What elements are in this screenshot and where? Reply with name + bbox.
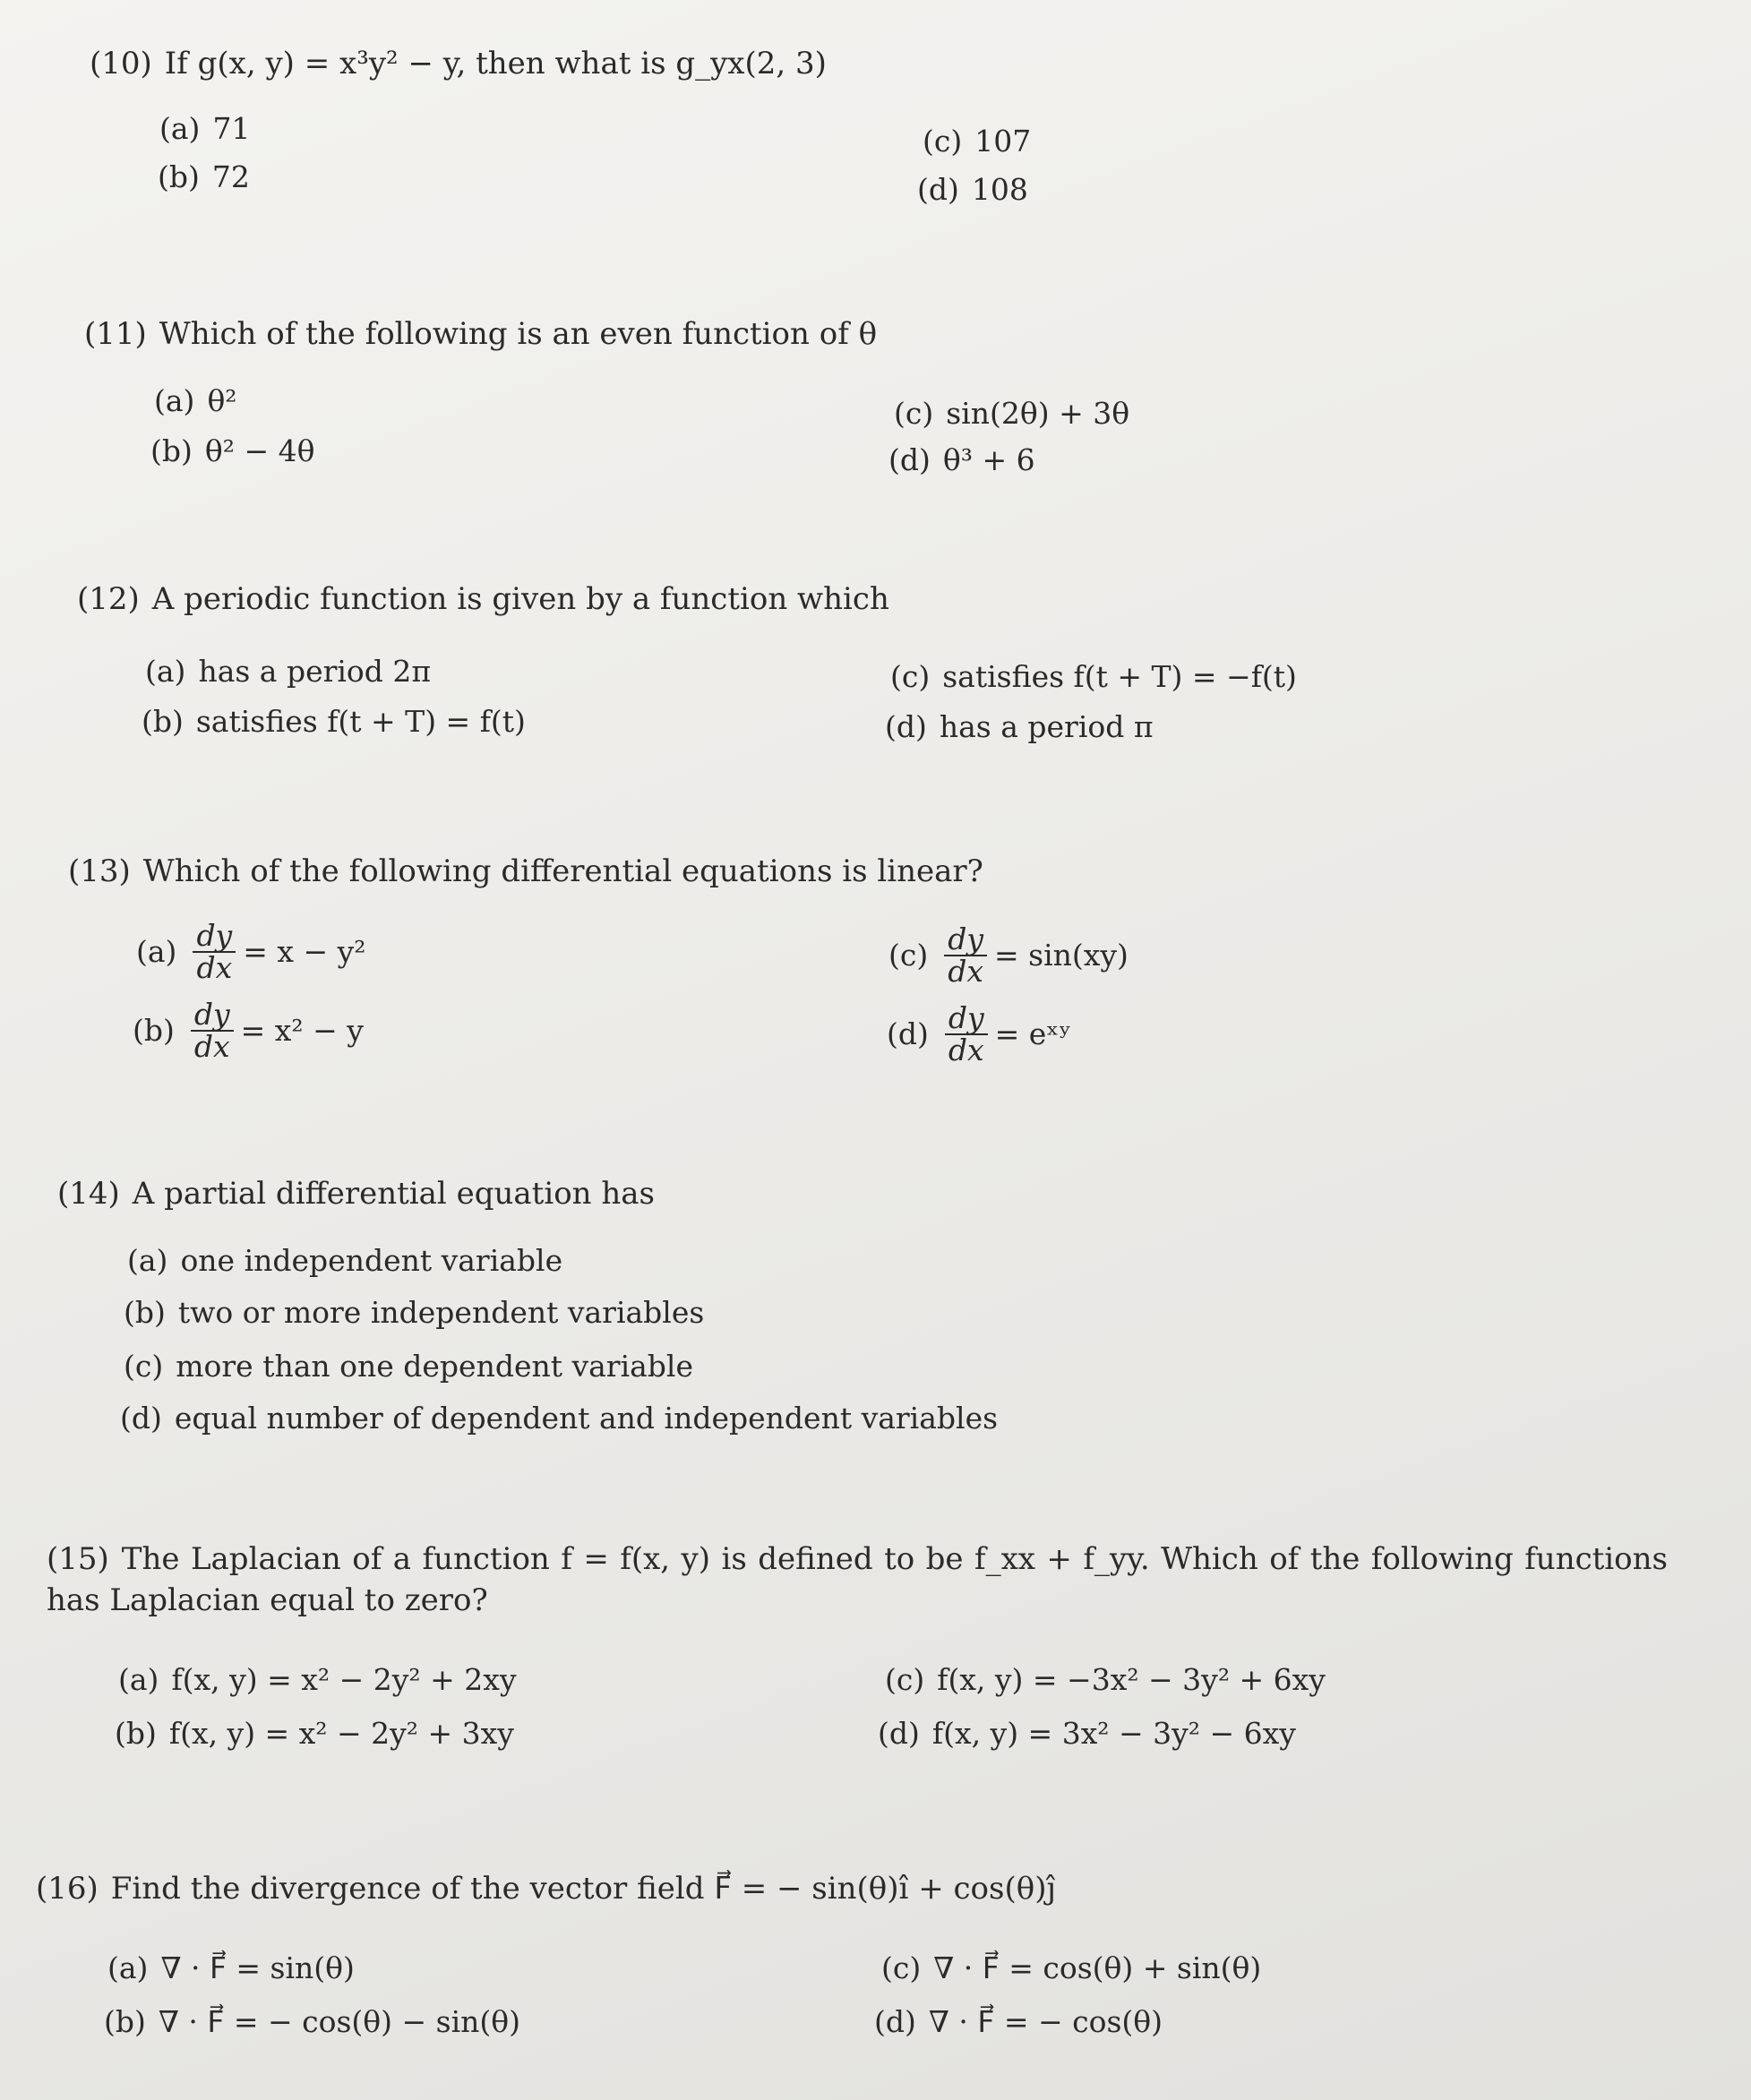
option-text: more than one dependent variable: [176, 1349, 694, 1384]
option-label: (b): [150, 433, 193, 468]
derivative-fraction: [191, 999, 234, 1062]
option-text: f(x, y) = −3x² − 3y² + 6xy: [937, 1662, 1326, 1697]
derivative-fraction: [945, 1000, 988, 1067]
question-text: [36, 1868, 1056, 1909]
option-d[interactable]: [887, 1000, 1072, 1067]
option-text: θ³ + 6: [942, 442, 1035, 477]
option-text: ∇ · F⃗ = − cos(θ) − sin(θ): [158, 2004, 521, 2039]
option-b[interactable]: [150, 432, 314, 471]
option-text: f(x, y) = x² − 2y² + 3xy: [168, 1716, 514, 1751]
option-text: 108: [971, 172, 1028, 207]
question-text: [57, 1173, 655, 1214]
option-b[interactable]: [124, 1293, 704, 1333]
option-d[interactable]: [120, 1399, 998, 1438]
option-label: (b): [142, 704, 184, 739]
question-15: [47, 1539, 1668, 1621]
option-text: 72: [211, 159, 250, 194]
option-text: θ²: [207, 383, 237, 418]
equation-rhs: = x − y²: [243, 934, 366, 969]
option-a[interactable]: [159, 109, 250, 149]
option-label: (d): [917, 172, 959, 207]
option-c[interactable]: [890, 657, 1297, 697]
option-text: f(x, y) = 3x² − 3y² − 6xy: [931, 1716, 1296, 1751]
option-label: (a): [118, 1662, 159, 1697]
question-11: [84, 313, 877, 355]
question-prompt: A periodic function is given by a function which: [151, 581, 889, 617]
option-text: satisfies f(t + T) = f(t): [195, 704, 526, 739]
option-text: satisfies f(t + T) = −f(t): [942, 659, 1297, 694]
option-label: (c): [888, 938, 929, 973]
option-a[interactable]: [118, 1660, 516, 1700]
question-prompt: If g(x, y) = x³y² − y, then what is g_yx(2, 3): [164, 46, 827, 81]
option-c[interactable]: [888, 921, 1129, 989]
option-b[interactable]: [158, 158, 250, 197]
fraction-numerator: dy: [945, 1003, 988, 1035]
option-text: 71: [212, 111, 251, 146]
option-label: (b): [133, 1013, 175, 1048]
question-text: [77, 579, 889, 620]
question-prompt: Which of the following differential equations is linear?: [142, 853, 983, 889]
option-text: θ² − 4θ: [204, 433, 315, 468]
option-label: (c): [885, 1662, 925, 1697]
fraction-numerator: dy: [191, 999, 234, 1032]
option-label: (a): [159, 111, 201, 146]
fraction-numerator: dy: [193, 921, 236, 953]
option-label: (a): [145, 654, 186, 689]
option-b[interactable]: [142, 702, 526, 741]
option-label: (c): [881, 1950, 922, 1985]
option-text: equal number of dependent and independent variables: [174, 1401, 999, 1436]
option-c[interactable]: [124, 1347, 693, 1386]
option-label: (a): [136, 934, 177, 969]
question-text: [90, 43, 827, 84]
option-b[interactable]: [104, 2002, 520, 2042]
derivative-fraction: [193, 918, 236, 985]
option-label: (d): [878, 1716, 920, 1751]
question-number: (15): [47, 1541, 109, 1577]
option-c[interactable]: [894, 394, 1129, 433]
option-a[interactable]: [127, 1241, 562, 1281]
option-label: (c): [923, 124, 963, 159]
fraction-denominator: dx: [948, 954, 983, 989]
option-b[interactable]: [115, 1714, 514, 1753]
option-label: (c): [124, 1349, 164, 1384]
question-number: (10): [90, 46, 152, 81]
option-a[interactable]: [136, 918, 366, 985]
question-text: [68, 851, 983, 892]
option-label: (b): [104, 2004, 146, 2039]
option-label: (d): [120, 1401, 162, 1436]
question-text: [84, 313, 877, 355]
option-label: (b): [158, 159, 200, 194]
option-d[interactable]: [878, 1714, 1296, 1753]
option-d[interactable]: [888, 441, 1035, 480]
question-16: [36, 1868, 1056, 1909]
equation-rhs: = eˣʸ: [994, 1016, 1072, 1051]
option-label: (a): [154, 383, 195, 418]
question-13: [68, 851, 983, 892]
question-prompt: The Laplacian of a function f = f(x, y) is defined to be f_xx + f_yy. Which of the following functions has Laplacian equal to zero?: [47, 1541, 1668, 1618]
question-prompt: Find the divergence of the vector field F⃗ = − sin(θ)î + cos(θ)ĵ: [110, 1871, 1057, 1907]
option-label: (a): [127, 1243, 168, 1278]
option-label: (a): [107, 1950, 149, 1985]
question-14: [57, 1173, 655, 1214]
option-a[interactable]: [154, 381, 237, 421]
question-number: (14): [57, 1176, 120, 1212]
option-d[interactable]: [874, 2002, 1163, 2042]
question-number: (12): [77, 581, 140, 617]
fraction-numerator: dy: [944, 924, 987, 956]
option-label: (d): [874, 2004, 916, 2039]
option-c[interactable]: [923, 122, 1031, 161]
option-text: ∇ · F⃗ = − cos(θ): [928, 2004, 1163, 2039]
question-prompt: Which of the following is an even function of θ: [159, 316, 878, 352]
option-text: ∇ · F⃗ = sin(θ): [160, 1950, 355, 1985]
option-label: (b): [124, 1295, 166, 1330]
question-number: (13): [68, 853, 131, 889]
option-text: has a period π: [939, 709, 1154, 744]
option-label: (c): [894, 396, 934, 431]
option-a[interactable]: [107, 1949, 355, 1988]
equation-rhs: = x² − y: [240, 1013, 364, 1048]
fraction-denominator: dx: [196, 950, 233, 985]
option-c[interactable]: [885, 1660, 1326, 1700]
option-text: one independent variable: [180, 1243, 563, 1278]
option-label: (b): [115, 1716, 157, 1751]
option-text: 107: [974, 124, 1032, 159]
question-12: [77, 579, 889, 620]
option-d[interactable]: [885, 707, 1154, 747]
question-10: [90, 43, 827, 84]
fraction-denominator: dx: [948, 1033, 984, 1067]
option-text: f(x, y) = x² − 2y² + 2xy: [171, 1662, 517, 1697]
question-number: (11): [84, 316, 147, 352]
option-label: (d): [887, 1016, 929, 1051]
option-c[interactable]: [881, 1949, 1261, 1988]
question-text: [47, 1539, 1668, 1621]
question-number: (16): [36, 1871, 99, 1907]
option-text: has a period 2π: [198, 654, 432, 689]
option-a[interactable]: [145, 652, 431, 691]
equation-rhs: = sin(xy): [994, 938, 1129, 973]
question-prompt: A partial differential equation has: [132, 1176, 655, 1212]
option-text: two or more independent variables: [177, 1295, 705, 1330]
option-label: (c): [890, 659, 931, 694]
option-b[interactable]: [133, 999, 364, 1062]
option-d[interactable]: [917, 170, 1028, 210]
option-label: (d): [888, 442, 931, 477]
option-label: (d): [885, 709, 927, 744]
option-text: sin(2θ) + 3θ: [946, 396, 1130, 431]
derivative-fraction: [944, 921, 987, 989]
fraction-denominator: dx: [193, 1029, 230, 1064]
option-text: ∇ · F⃗ = cos(θ) + sin(θ): [933, 1950, 1262, 1985]
